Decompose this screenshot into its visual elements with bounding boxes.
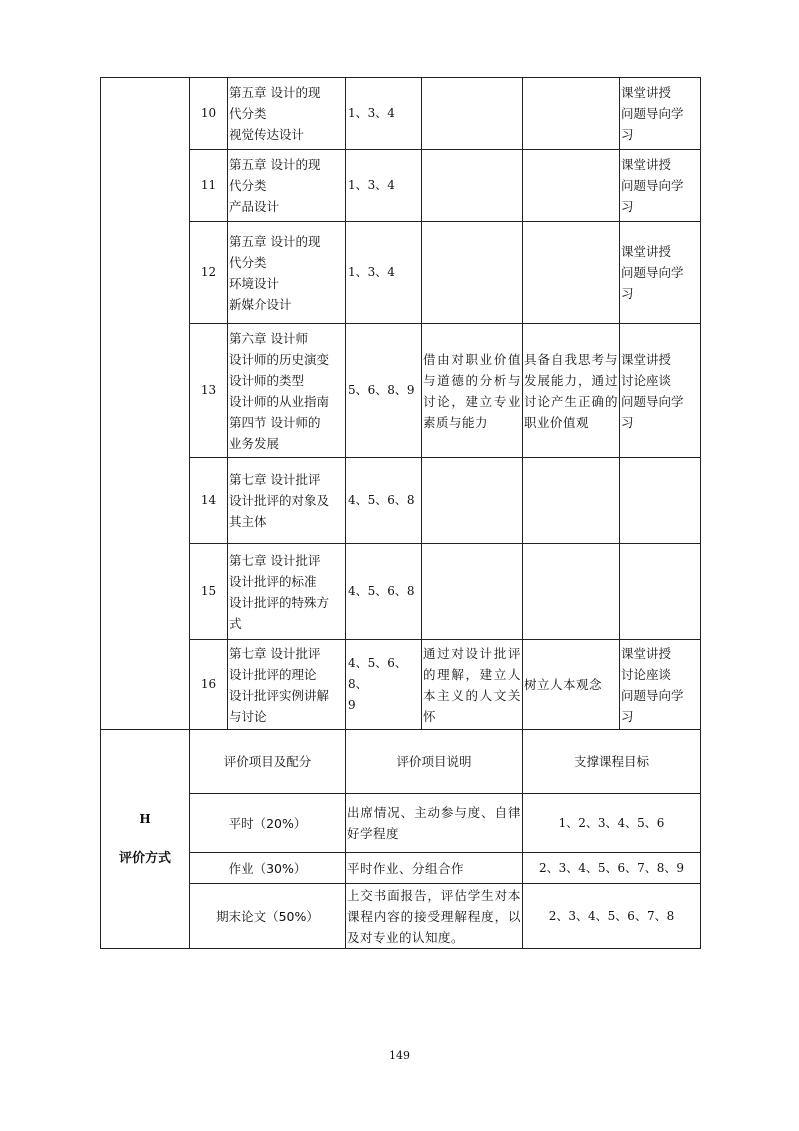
lesson-content: 第七章 设计批评 设计批评的对象及 其主体 [228,458,346,544]
course-schedule-table [100,77,701,949]
lesson-values: 具备自我思考与发展能力，通过讨论产生正确的职业价值观 [523,324,620,458]
evaluation-item: 平时（20%） [190,794,346,853]
lesson-method: 课堂讲授 问题导向学 习 [620,150,701,222]
lesson-goals: 1、3、4 [346,78,422,150]
lesson-number: 12 [190,222,228,324]
section-label-cell [101,78,190,730]
lesson-ideology: 通过对设计批评的理解，建立人本主义的人文关怀 [422,640,523,730]
lesson-method: 课堂讲授 讨论座谈 问题导向学 习 [620,324,701,458]
lesson-values [523,458,620,544]
lesson-content: 第五章 设计的现 代分类 环境设计 新媒介设计 [228,222,346,324]
lesson-values [523,150,620,222]
header-support-goals: 支撑课程目标 [523,730,701,794]
lesson-goals: 1、3、4 [346,222,422,324]
lesson-goals: 4、5、6、8 [346,458,422,544]
table-row [101,78,701,150]
lesson-method [620,458,701,544]
lesson-method: 课堂讲授 讨论座谈 问题导向学 习 [620,640,701,730]
table-row [101,324,701,458]
lesson-values [523,78,620,150]
lesson-goals: 1、3、4 [346,150,422,222]
lesson-ideology [422,458,523,544]
lesson-number: 14 [190,458,228,544]
lesson-method: 课堂讲授 问题导向学 习 [620,78,701,150]
lesson-number: 16 [190,640,228,730]
lesson-ideology: 借由对职业价值与道德的分析与讨论，建立专业素质与能力 [422,324,523,458]
lesson-content: 第七章 设计批评 设计批评的理论 设计批评实例讲解 与讨论 [228,640,346,730]
evaluation-desc: 平时作业、分组合作 [346,853,523,884]
support-goals: 2、3、4、5、6、7、8、9 [523,853,701,884]
lesson-ideology [422,78,523,150]
lesson-ideology [422,222,523,324]
lesson-number: 13 [190,324,228,458]
lesson-content: 第六章 设计师 设计师的历史演变 设计师的类型 设计师的从业指南 第四节 设计师的 业务发展 [228,324,346,458]
evaluation-header-row [101,730,701,794]
evaluation-item: 期末论文（50%） [190,884,346,949]
evaluation-desc: 上交书面报告，评估学生对本课程内容的接受理解程度，以及对专业的认知度。 [346,884,523,949]
lesson-goals: 4、5、6、8 [346,544,422,640]
lesson-method [620,544,701,640]
lesson-ideology [422,150,523,222]
table-row [101,150,701,222]
lesson-number: 10 [190,78,228,150]
lesson-values: 树立人本观念 [523,640,620,730]
evaluation-row [101,853,701,884]
lesson-number: 11 [190,150,228,222]
support-goals: 2、3、4、5、6、7、8 [523,884,701,949]
evaluation-row [101,884,701,949]
lesson-method: 课堂讲授 问题导向学 习 [620,222,701,324]
lesson-values [523,222,620,324]
evaluation-desc: 出席情况、主动参与度、自律好学程度 [346,794,523,853]
header-evaluation-desc: 评价项目说明 [346,730,523,794]
table-row [101,458,701,544]
section-letter: H [139,812,151,826]
page-number: 149 [389,1049,410,1062]
table-row [101,222,701,324]
table-row [101,544,701,640]
table-row [101,640,701,730]
section-title: 评价方式 [118,851,171,866]
lesson-values [523,544,620,640]
lesson-ideology [422,544,523,640]
lesson-goals: 5、6、8、9 [346,324,422,458]
evaluation-section-label [101,730,190,949]
evaluation-row [101,794,701,853]
lesson-number: 15 [190,544,228,640]
lesson-content: 第五章 设计的现 代分类 视觉传达设计 [228,78,346,150]
lesson-goals: 4、5、6、8、 9 [346,640,422,730]
support-goals: 1、2、3、4、5、6 [523,794,701,853]
evaluation-item: 作业（30%） [190,853,346,884]
lesson-content: 第七章 设计批评 设计批评的标准 设计批评的特殊方 式 [228,544,346,640]
header-evaluation-item: 评价项目及配分 [190,730,346,794]
lesson-content: 第五章 设计的现 代分类 产品设计 [228,150,346,222]
